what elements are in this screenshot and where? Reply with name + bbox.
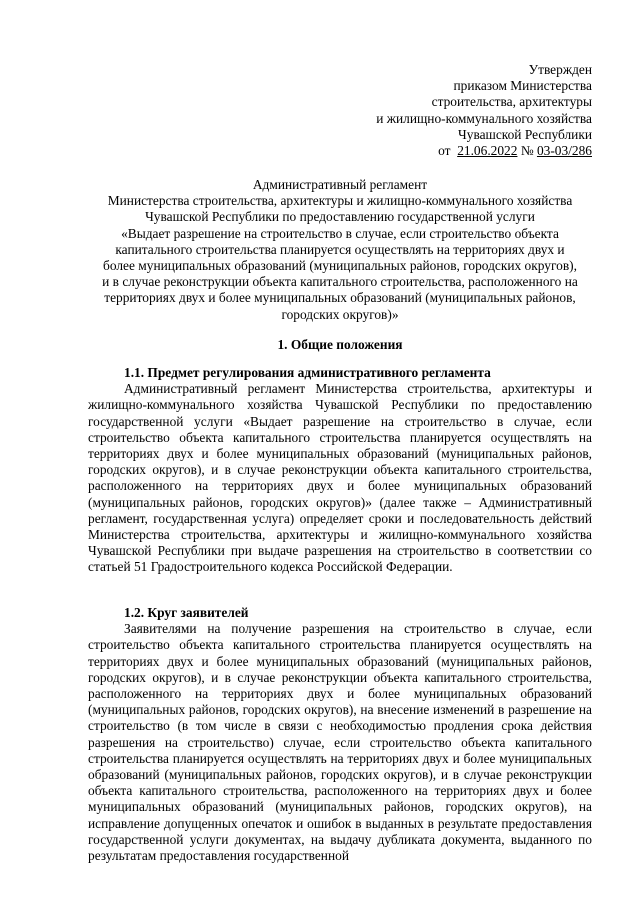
section-1-2-paragraph: Заявителями на получение разрешения на строительство в случае, если строительство объекта капитального строительства планируется осуществлять на территориях двух и более муниципальных образований (муниципальных районов, городских округов), и в случае реконструкции объекта капитального строительства, расположенного на территориях двух и более муниципальных образований (муниципальных районов, городских округов), на внесение изменений в разрешение на строительство (в том числе в связи с необходимостью продления срока действия разрешения на строительство) случае, если строительство объекта капитального строительства планируется осуществлять на территориях двух и более муниципальных образований (муниципальных районов, городских округов), и в случае реконструкции объекта капитального строительства, расположенного на территориях двух и более муниципальных образований (муниципальных районов, городских округов), на исправление допущенных опечаток и ошибок в выданных в результате предоставления государственной услуги документах, на выдачу дубликата документа, выданного по результатам предоставления государственной <box>88 621 592 864</box>
approval-line: строительства, архитектуры <box>431 94 592 110</box>
approval-line: и жилищно-коммунального хозяйства <box>376 110 592 126</box>
title-line: Министерства строительства, архитектуры и жилищно-коммунального хозяйства <box>107 193 573 209</box>
title-line: и в случае реконструкции объекта капитального строительства, расположенного на <box>102 274 578 290</box>
title-line: капитального строительства планируется осуществлять на территориях двух и <box>115 241 565 257</box>
title-line: более муниципальных образований (муниципальных районов, городских округов), <box>103 258 577 274</box>
section-1-1-paragraph: Административный регламент Министерства строительства, архитектуры и жилищно-коммунального хозяйства Чувашской Республики по предоставлению государственной услуги «Выдает разрешение на строительство в случае, если строительство объекта капитального строительства планируется осуществлять на территориях двух и более муниципальных образований (муниципальных районов, городских округов), и в случае реконструкции объекта капитального строительства, расположенного на территориях двух и более муниципальных образований (муниципальных районов, городских округов)» (далее также – Административный регламент, государственная услуга) определяет сроки и последовательность действий Министерства строительства, архитектуры и жилищно-коммунального хозяйства Чувашской Республики при выдаче разрешения на строительство в соответствии со статьей 51 Градостроительного кодекса Российской Федерации. <box>88 381 592 575</box>
section-1-1 <box>88 365 592 576</box>
order-number-sign: № <box>520 143 534 159</box>
title-line: городских округов)» <box>281 306 399 322</box>
section-1-1-heading: 1.1. Предмет регулирования административного регламента <box>124 365 491 380</box>
title-line: «Выдает разрешение на строительство в случае, если строительство объекта <box>121 225 559 241</box>
section-1-2 <box>88 605 592 864</box>
order-number: 03-03/286 <box>536 143 592 159</box>
section-heading-general: 1. Общие положения <box>277 337 403 352</box>
approval-line: Чувашской Республики <box>458 126 592 142</box>
approval-line: Утвержден <box>528 62 592 77</box>
title-line: Чувашской Республики по предоставлению государственной услуги <box>145 209 535 225</box>
order-from: от <box>438 143 451 159</box>
section-1-2-heading: 1.2. Круг заявителей <box>124 605 249 620</box>
title-line: территориях двух и более муниципальных образований (муниципальных районов, <box>104 290 576 306</box>
approval-line: приказом Министерства <box>453 78 592 94</box>
approval-stamp <box>376 62 592 159</box>
title-line: Административный регламент <box>252 177 428 192</box>
approval-order-line <box>376 143 592 159</box>
document-title <box>88 177 592 323</box>
order-date: 21.06.2022 <box>457 143 518 159</box>
